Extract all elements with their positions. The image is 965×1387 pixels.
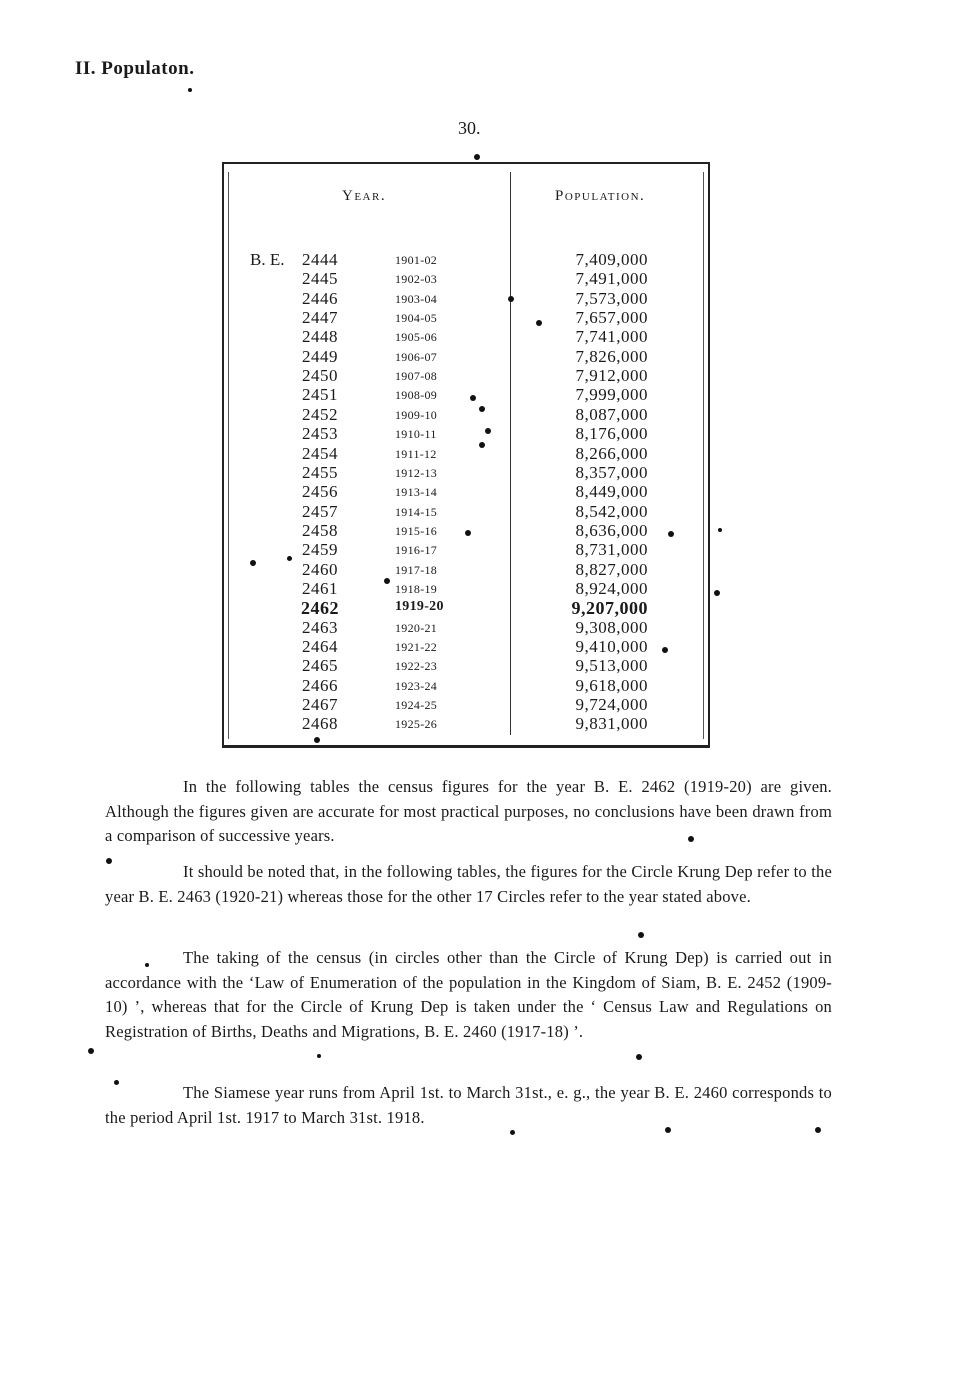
be-prefix: B. E. — [250, 250, 285, 269]
ce-year-cell: 1912-13 — [395, 465, 438, 480]
ce-year-cell: 1902-03 — [395, 272, 438, 287]
ce-year-cell: 1901-02 — [395, 253, 438, 267]
table-row — [0, 250, 965, 269]
population-cell: 9,831,000 — [575, 714, 648, 734]
be-year-cell: 2459 — [302, 540, 338, 560]
scan-speck — [636, 1054, 642, 1060]
be-year-cell: 2454 — [302, 443, 338, 463]
be-year-cell: 2457 — [302, 501, 338, 521]
scan-speck — [188, 88, 192, 92]
scan-speck — [250, 560, 256, 566]
table-row — [0, 618, 965, 637]
population-cell: 7,409,000 — [575, 250, 648, 269]
ce-year-cell: 1923-24 — [395, 678, 438, 693]
scan-speck — [536, 320, 542, 326]
ce-year-cell: 1916-17 — [395, 543, 438, 558]
table-row — [0, 714, 965, 733]
scan-speck — [485, 428, 491, 434]
population-cell: 7,657,000 — [575, 308, 648, 328]
population-cell: 9,308,000 — [575, 617, 648, 637]
table-row — [0, 656, 965, 675]
be-year-cell: 2468 — [302, 714, 338, 734]
be-year-cell: 2467 — [302, 695, 338, 715]
population-column-header: Population. — [555, 188, 646, 204]
be-year-cell: 2453 — [302, 424, 338, 444]
table-row — [0, 560, 965, 579]
table-row — [0, 366, 965, 385]
ce-year-cell: 1918-19 — [395, 581, 438, 596]
ce-year-cell: 1910-11 — [395, 427, 437, 442]
population-cell: 7,491,000 — [575, 269, 648, 289]
scan-speck — [317, 1054, 321, 1058]
section-heading: II. Populaton. — [75, 58, 195, 79]
scan-speck — [714, 590, 720, 596]
be-year-cell: 2444 — [302, 250, 338, 269]
scan-speck — [479, 406, 485, 412]
be-year-cell: 2465 — [302, 656, 338, 676]
population-cell: 8,449,000 — [575, 482, 648, 502]
population-cell: 8,357,000 — [575, 462, 648, 482]
ce-year-cell: 1905-06 — [395, 330, 438, 345]
scan-speck — [665, 1127, 671, 1133]
be-year-cell: 2456 — [302, 482, 338, 502]
be-year-cell: 2450 — [302, 366, 338, 386]
be-year-cell: 2448 — [302, 327, 338, 347]
ce-year-cell: 1913-14 — [395, 485, 438, 500]
be-year-cell: 2461 — [302, 578, 338, 598]
population-cell: 8,087,000 — [575, 404, 648, 424]
population-cell: 7,826,000 — [575, 346, 648, 366]
table-row — [0, 424, 965, 443]
table-row — [0, 637, 965, 656]
table-row — [0, 521, 965, 540]
scan-speck — [114, 1080, 119, 1085]
table-row — [0, 347, 965, 366]
scan-speck — [668, 531, 674, 537]
be-year-cell: 2446 — [302, 288, 338, 308]
population-cell: 9,207,000 — [571, 598, 648, 619]
table-row — [0, 289, 965, 308]
ce-year-cell: 1922-23 — [395, 659, 438, 674]
table-row — [0, 502, 965, 521]
be-year-cell: 2452 — [302, 404, 338, 424]
population-cell: 8,176,000 — [575, 424, 648, 444]
be-year-cell: 2464 — [302, 637, 338, 656]
be-year-cell: 2466 — [302, 675, 338, 695]
scan-speck — [508, 296, 514, 302]
ce-year-cell: 1924-25 — [395, 698, 438, 713]
scan-speck — [718, 528, 722, 532]
ce-year-cell: 1917-18 — [395, 562, 438, 577]
paragraph-census-figures: In the following tables the census figures for the year B. E. 2462 (1919-20) are given. Although the figures given are accurate for most practical purposes, no conclusions have been drawn from a comparison of successive years. — [105, 777, 832, 845]
be-year-cell: 2455 — [302, 462, 338, 482]
be-year-cell: 2462 — [301, 598, 339, 619]
table-row — [0, 463, 965, 482]
scan-speck — [510, 1130, 515, 1135]
scan-speck — [688, 836, 694, 842]
be-year-cell: 2460 — [302, 559, 338, 579]
table-row — [0, 540, 965, 559]
ce-year-cell: 1908-09 — [395, 388, 438, 403]
paragraph-census-law: The taking of the census (in circles other than the Circle of Krung Dep) is carried out in accordance with the ‘Law of Enumeration of the population in the Kingdom of Siam, B. E. 2452 (1909-10) ’, whereas that for the Circle of Krung Dep is taken under the ‘ Census Law and Regulations on Registration of Births, Deaths and Migrations, B. E. 2460 (1917-18) ’. — [105, 948, 832, 1041]
be-year-cell: 2447 — [302, 308, 338, 328]
table-row — [0, 579, 965, 598]
scan-speck — [88, 1048, 94, 1054]
paragraph-krung-dep-note: It should be noted that, in the following tables, the figures for the Circle Krung Dep refer to the year B. E. 2463 (1920-21) whereas those for the other 17 Circles refer to the year stated above. — [105, 862, 832, 906]
population-cell: 7,912,000 — [575, 366, 648, 386]
table-row — [0, 482, 965, 501]
scan-speck — [106, 858, 112, 864]
population-cell: 7,999,000 — [575, 385, 648, 405]
population-cell: 9,513,000 — [575, 656, 648, 676]
ce-year-cell: 1911-12 — [395, 446, 437, 461]
ce-year-cell: 1903-04 — [395, 291, 438, 306]
scan-speck — [287, 556, 292, 561]
population-cell: 8,542,000 — [575, 501, 648, 521]
population-cell: 9,724,000 — [575, 695, 648, 715]
scan-speck — [384, 578, 390, 584]
population-cell: 8,266,000 — [575, 443, 648, 463]
population-cell: 8,827,000 — [575, 559, 648, 579]
population-cell: 8,731,000 — [575, 540, 648, 560]
be-year-cell: 2445 — [302, 269, 338, 289]
be-year-cell: 2458 — [302, 520, 338, 540]
scan-speck — [479, 442, 485, 448]
table-row — [0, 308, 965, 327]
ce-year-cell: 1906-07 — [395, 349, 438, 364]
table-row — [0, 598, 965, 617]
population-cell: 9,618,000 — [575, 675, 648, 695]
scan-speck — [145, 963, 149, 967]
ce-year-cell: 1925-26 — [395, 717, 438, 732]
page-number: 30. — [458, 118, 481, 138]
table-row — [0, 385, 965, 404]
ce-year-cell: 1915-16 — [395, 523, 438, 538]
ce-year-cell: 1904-05 — [395, 311, 438, 326]
be-year-cell: 2463 — [302, 617, 338, 637]
table-row — [0, 327, 965, 346]
ce-year-cell: 1921-22 — [395, 640, 438, 654]
population-cell: 7,573,000 — [575, 288, 648, 308]
scan-speck — [470, 395, 476, 401]
scan-speck — [465, 530, 471, 536]
paragraph-siamese-year: The Siamese year runs from April 1st. to March 31st., e. g., the year B. E. 2460 corresponds to the period April 1st. 1917 to March 31st. 1918. — [105, 1083, 832, 1127]
population-cell: 7,741,000 — [575, 327, 648, 347]
scan-speck — [314, 737, 320, 743]
ce-year-cell: 1919-20 — [395, 599, 444, 615]
scan-speck — [815, 1127, 821, 1133]
year-column-header: Year. — [342, 188, 387, 204]
table-row — [0, 695, 965, 714]
be-year-cell: 2451 — [302, 385, 338, 405]
scan-speck — [474, 154, 480, 160]
population-cell: 9,410,000 — [575, 637, 648, 656]
ce-year-cell: 1909-10 — [395, 407, 438, 422]
table-row — [0, 676, 965, 695]
population-cell: 8,924,000 — [575, 578, 648, 598]
population-cell: 8,636,000 — [575, 520, 648, 540]
scan-speck — [662, 647, 668, 653]
ce-year-cell: 1920-21 — [395, 620, 438, 635]
be-year-cell: 2449 — [302, 346, 338, 366]
table-row — [0, 269, 965, 288]
scan-speck — [638, 932, 644, 938]
ce-year-cell: 1907-08 — [395, 369, 438, 384]
ce-year-cell: 1914-15 — [395, 504, 438, 519]
